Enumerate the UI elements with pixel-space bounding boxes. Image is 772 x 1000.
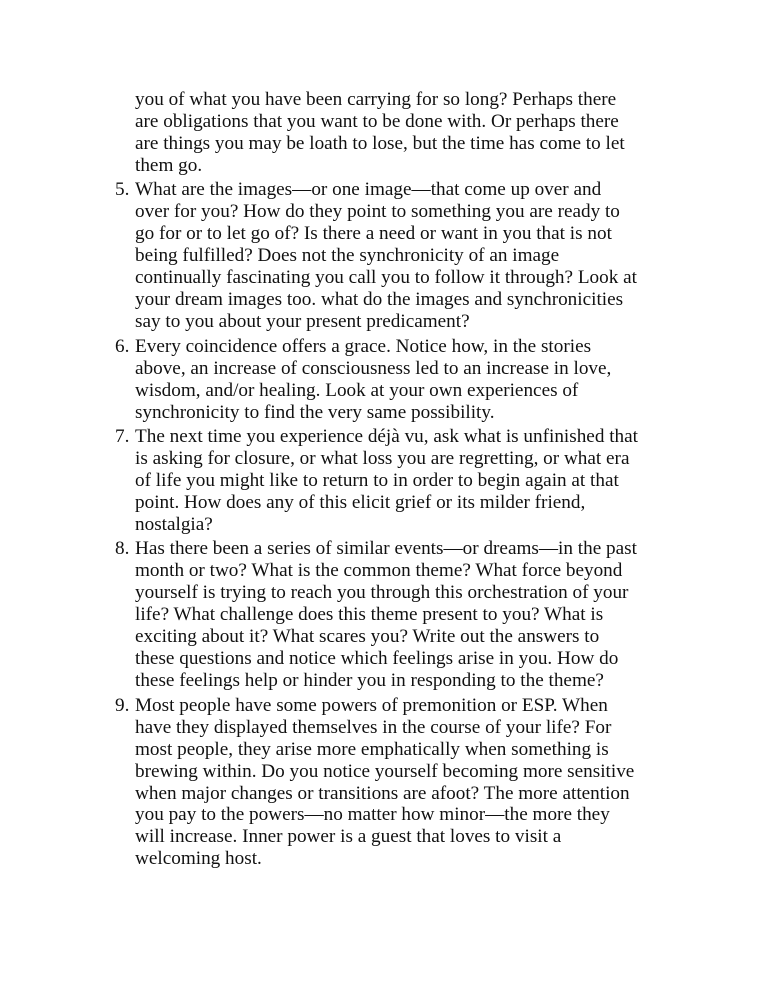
list-item-8	[108, 538, 638, 692]
list-item-text: Most people have some powers of premonition or ESP. When have they displayed themselves in the course of your life? For most people, they arise more emphatically when something is brewing within. Do you notice yourself becoming more sensitive when major changes or transitions are afoot? The more attention you pay to the powers—no matter how minor—the more they will increase. Inner power is a guest that loves to visit a welcoming host.	[135, 694, 635, 870]
list-number: 9.	[115, 694, 130, 716]
continued-paragraph	[108, 89, 638, 177]
paragraph-text: you of what you have been carrying for so long? Perhaps there are obligations that you want to be done with. Or perhaps there are things you may be loath to lose, but the time has come to let them go.	[135, 89, 625, 176]
list-number: 5.	[115, 179, 130, 201]
list-number: 6.	[115, 335, 130, 357]
list-item-7	[108, 426, 638, 536]
list-number: 7.	[115, 426, 130, 448]
list-item-text: The next time you experience déjà vu, ask what is unfinished that is asking for closure, or what loss you are regretting, or what era of life you might like to return to in order to begin again at that point. How does any of this elicit grief or its milder friend, nostalgia?	[135, 426, 638, 535]
list-item-text: Has there been a series of similar events—or dreams—in the past month or two? What is the common theme? What force beyond yourself is trying to reach you through this orchestration of your life? What challenge does this theme present to you? What is exciting about it? What scares you? Write out the answers to these questions and notice which feelings arise in you. How do these feelings help or hinder you in responding to the theme?	[135, 538, 637, 692]
list-number: 8.	[115, 538, 130, 560]
text-body	[108, 89, 638, 873]
list-item-6	[108, 336, 638, 424]
list-item-5	[108, 179, 638, 333]
list-item-9	[108, 695, 638, 871]
list-item-text: Every coincidence offers a grace. Notice how, in the stories above, an increase of consciousness led to an increase in love, wisdom, and/or healing. Look at your own experiences of synchronicity to find the very same possibility.	[135, 335, 612, 423]
list-item-text: What are the images—or one image—that come up over and over for you? How do they point to something you are ready to go for or to let go of? Is there a need or want in you that is not being fulfilled? Does not the synchronicity of an image continually fascinating you call you to follow it through? Look at your dream images too. what do the images and synchronicities say to you about your present predicament?	[135, 179, 637, 333]
